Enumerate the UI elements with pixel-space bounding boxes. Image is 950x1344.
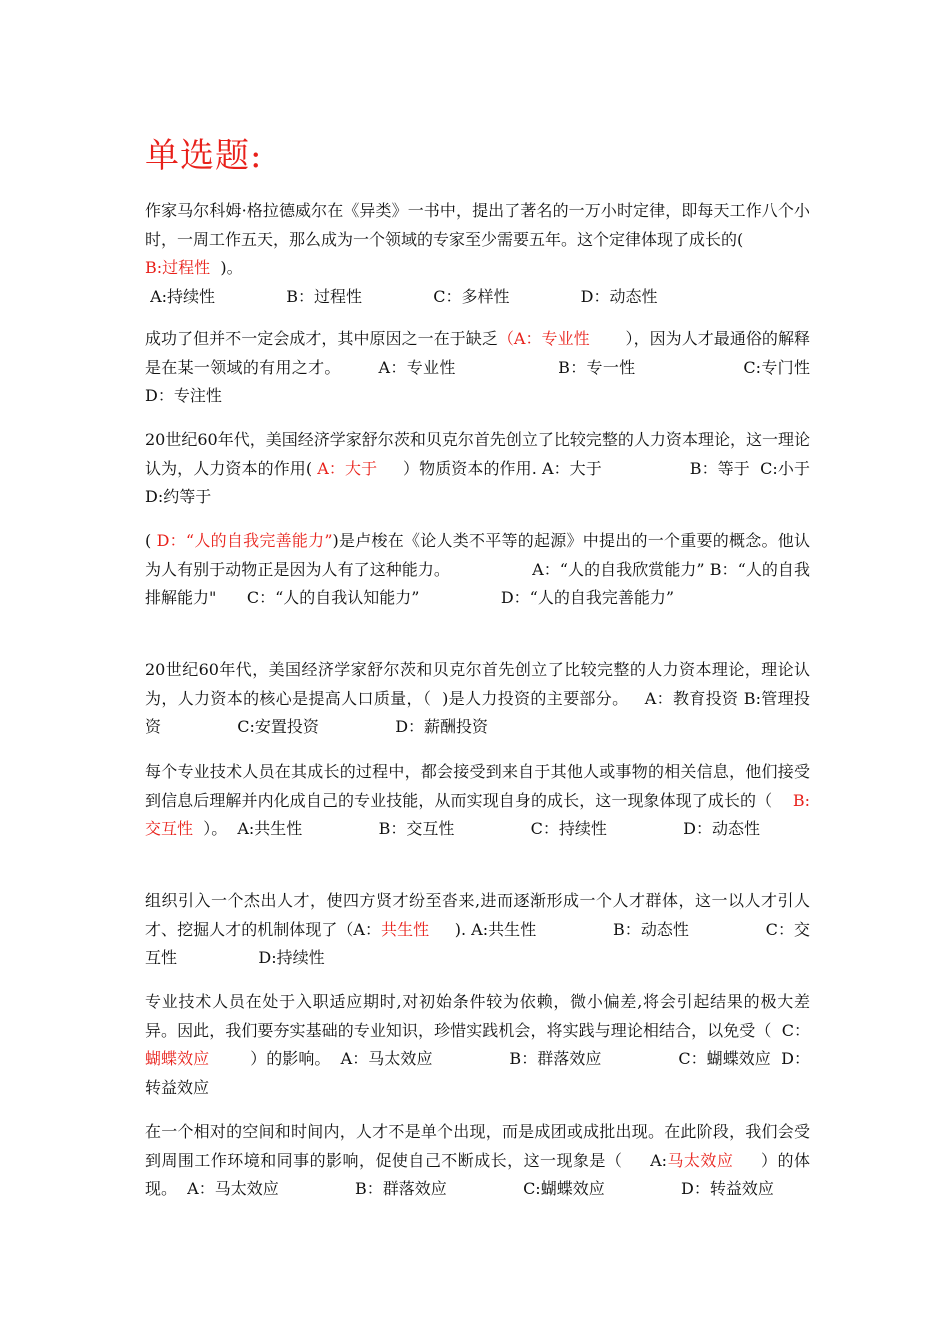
question-tail: )。 xyxy=(210,258,243,277)
question-tail: )是卢梭在《论人类不平等的起源》中提出的一个重要的概念。他认为人有别于动物正是因为人有了这种能力。 A：“人的自我欣赏能力” B：“人的自我排解能力" C：“人的自我认知能力” D：“人的自我完善能力” xyxy=(145,531,810,607)
answer-text: （A：专业性 xyxy=(497,329,590,348)
question-tail: ）的体现。 A：马太效应 B：群落效应 C:蝴蝶效应 D：转益效应 xyxy=(145,1150,810,1198)
question-text: 每个专业技术人员在其成长的过程中，都会接受到来自于其他人或事物的相关信息，他们接受到信息后理解并内化成自己的专业技能，从而实现自身的成长，这一现象体现了成长的（ xyxy=(145,762,810,810)
question-text: 在一个相对的空间和时间内，人才不是单个出现，而是成团或成批出现。在此阶段，我们会受到周围工作环境和同事的影响，促使自己不断成长，这一现象是（ A: xyxy=(145,1122,810,1170)
answer-text: 马太效应 xyxy=(667,1150,734,1170)
question-4 xyxy=(145,527,810,613)
question-text: 成功了但并不一定会成才，其中原因之一在于缺乏 xyxy=(145,329,498,348)
question-text: 专业技术人员在处于入职适应期时,对初始条件较为依赖，微小偏差,将会引起结果的极大差异。因此，我们要夯实基础的专业知识，珍惜实践机会，将实践与理论相结合，以免受（ C： xyxy=(145,992,810,1040)
question-6 xyxy=(145,758,810,844)
question-8 xyxy=(145,988,810,1102)
page-title: 单选题: xyxy=(145,136,263,176)
question-2 xyxy=(145,325,841,411)
question-text: ( xyxy=(145,531,157,550)
answer-text: D：“人的自我完善能力” xyxy=(156,531,333,550)
question-3 xyxy=(145,426,887,512)
question-tail: ），因为人才最通俗的解释是在某一领域的有用之才。 A：专业性 B：专一性 C:专门性 D：专注性 xyxy=(145,329,841,405)
question-tail: ）的影响。 A：马太效应 B：群落效应 C：蝴蝶效应 D：转益效应 xyxy=(145,1049,810,1097)
question-text: 作家马尔科姆·格拉德威尔在《异类》一书中，提出了著名的一万小时定律，即每天工作八个小时，一周工作五天，那么成为一个领域的专家至少需要五年。这个定律体现了成长的( xyxy=(145,201,810,249)
question-text: 20世纪60年代，美国经济学家舒尔茨和贝克尔首先创立了比较完整的人力资本理论，这一理论认为，人力资本的作用( xyxy=(145,430,810,478)
question-text: 组织引入一个杰出人才，使四方贤才纷至沓来,进而逐渐形成一个人才群体，这一以人才引人才、挖掘人才的机制体现了（A： xyxy=(145,891,810,939)
answer-text: A：大于 xyxy=(312,458,378,478)
question-text: 20世纪60年代，美国经济学家舒尔茨和贝克尔首先创立了比较完整的人力资本理论，理论认为，人力资本的核心是提高人口质量，（ )是人力投资的主要部分。 A：教育投资 B:管理投资 C:安置投资 D：薪酬投资 xyxy=(145,660,810,736)
question-5 xyxy=(145,656,810,742)
options-line: A:持续性 B：过程性 C：多样性 D：动态性 xyxy=(145,286,658,306)
question-9 xyxy=(145,1118,810,1204)
question-tail: ）。 A:共生性 B：交互性 C：持续性 D：动态性 xyxy=(193,819,761,838)
answer-text: 蝴蝶效应 xyxy=(145,1049,210,1068)
answer-text: B:过程性 xyxy=(145,258,211,277)
answer-text: B:交互性 xyxy=(145,790,811,838)
question-tail: ). A:共生性 B：动态性 C：交互性 D:持续性 xyxy=(145,919,810,967)
answer-text: 共生性 xyxy=(381,919,430,939)
question-tail: ）物质资本的作用. A：大于 B：等于 C:小于 D:约等于 xyxy=(145,458,887,506)
question-7 xyxy=(145,887,810,973)
question-1 xyxy=(145,197,810,311)
